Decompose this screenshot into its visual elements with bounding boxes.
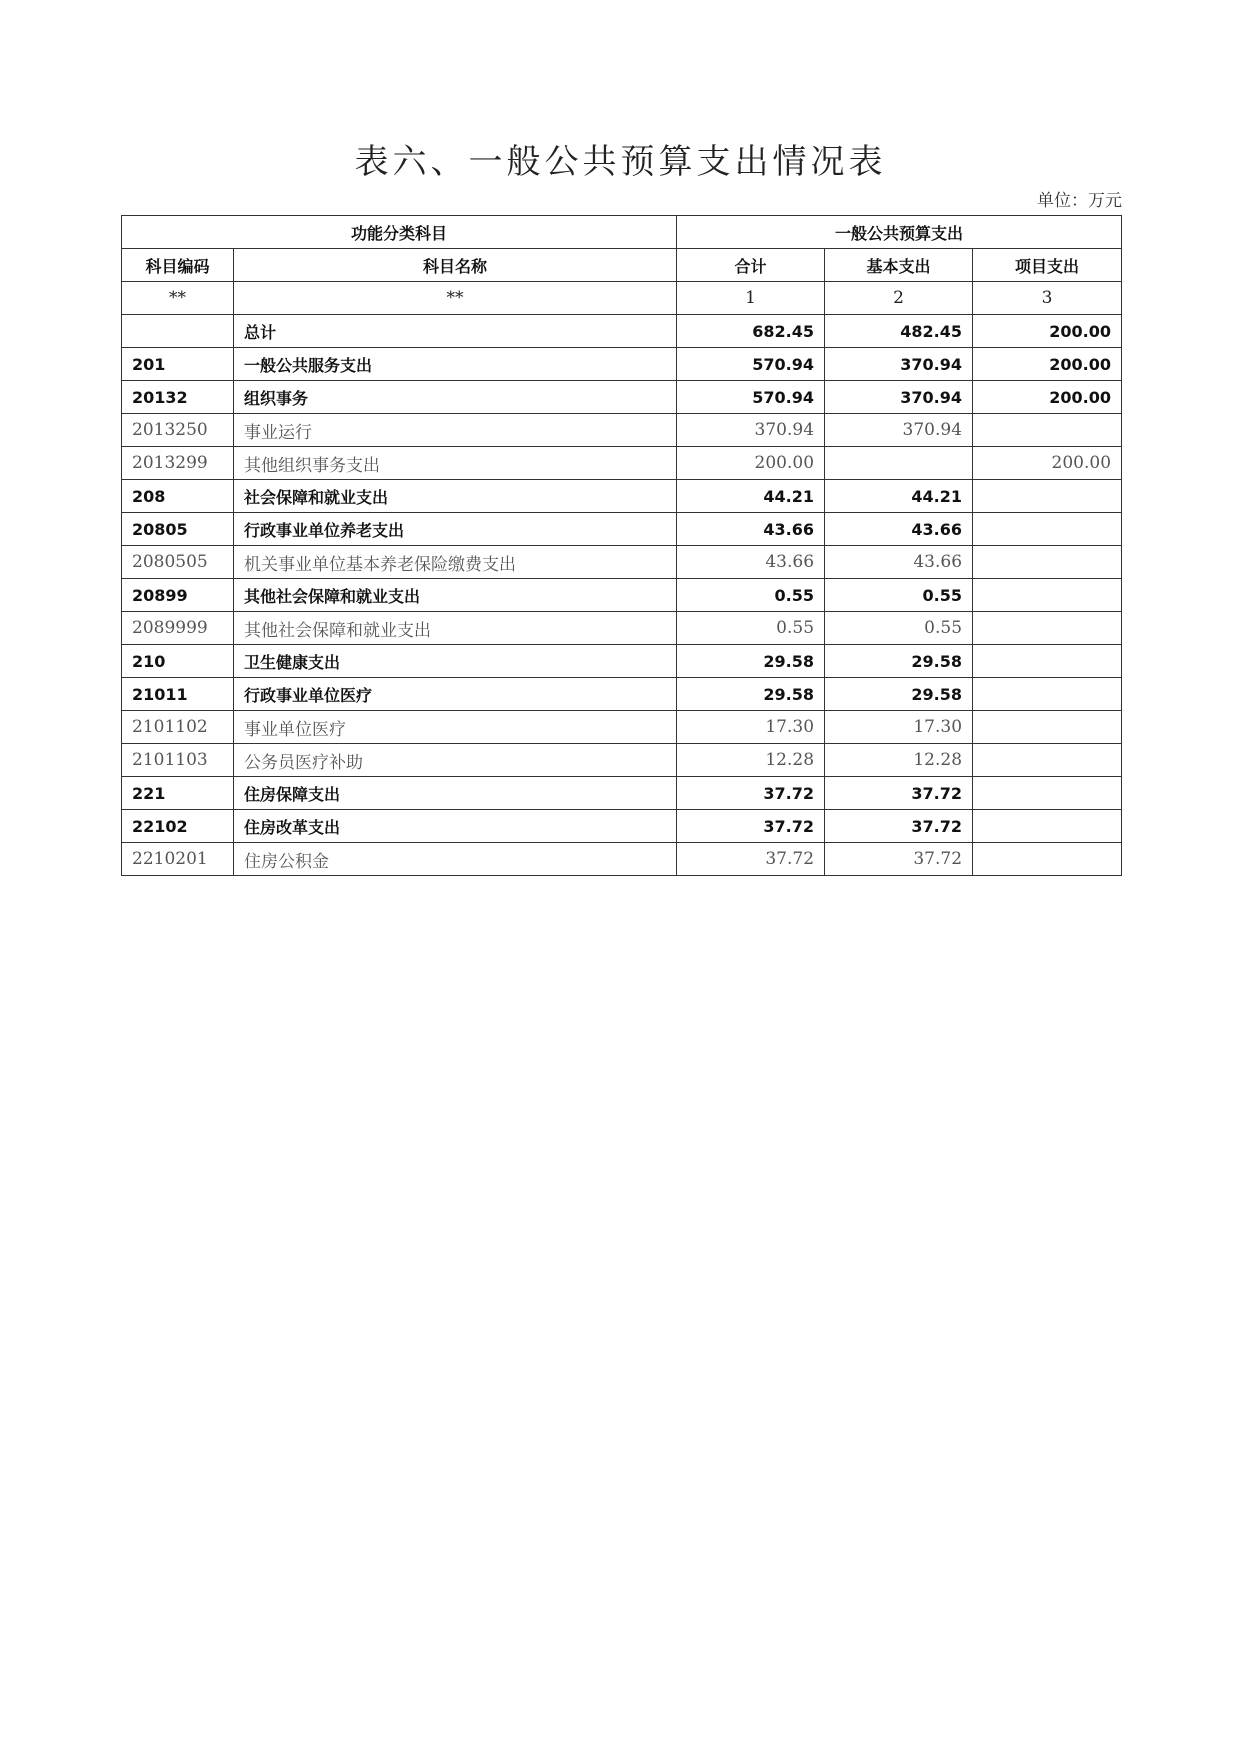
cell-total: 12.28 [677,744,825,777]
cell-total: 44.21 [677,480,825,513]
cell-total: 682.45 [677,315,825,348]
cell-code: 20132 [122,381,234,414]
cell-code: 221 [122,777,234,810]
header-total: 合计 [677,249,825,282]
cell-basic: 370.94 [825,348,973,381]
cell-code [122,315,234,348]
cell-code: 208 [122,480,234,513]
cell-name: 事业运行 [234,414,677,447]
page-title: 表六、一般公共预算支出情况表 [354,142,887,182]
cell-basic: 37.72 [825,843,973,876]
cell-project: 200.00 [973,447,1122,480]
cell-code: 2101102 [122,711,234,744]
cell-total: 37.72 [677,810,825,843]
unit-label: 单位：万元 [1037,191,1122,211]
cell-project [973,777,1122,810]
cell-total: 370.94 [677,414,825,447]
cell-project: 200.00 [973,315,1122,348]
cell-code: 2013250 [122,414,234,447]
cell-project [973,678,1122,711]
cell-project [973,612,1122,645]
cell-code: 2089999 [122,612,234,645]
cell-project [973,645,1122,678]
cell-basic: 37.72 [825,810,973,843]
cell-project [973,711,1122,744]
cell-project [973,579,1122,612]
cell-total: 17.30 [677,711,825,744]
cell-total: 43.66 [677,546,825,579]
cell-name: 行政事业单位医疗 [234,678,677,711]
table-row [122,579,1122,612]
table-row [122,414,1122,447]
cell-code: 2101103 [122,744,234,777]
table-row [122,348,1122,381]
table-row [122,810,1122,843]
cell-code: 20899 [122,579,234,612]
header-code: 科目编码 [122,249,234,282]
cell-code: 210 [122,645,234,678]
cell-project [973,843,1122,876]
cell-name: 住房保障支出 [234,777,677,810]
cell-project [973,810,1122,843]
cell-basic: 482.45 [825,315,973,348]
cell-code: 2013299 [122,447,234,480]
cell-total: 200.00 [677,447,825,480]
cell-basic: 370.94 [825,414,973,447]
table-row [122,744,1122,777]
index-project: 3 [973,282,1122,315]
header-group-row [122,216,1122,249]
cell-project: 200.00 [973,381,1122,414]
cell-code: 2080505 [122,546,234,579]
table-header [122,216,1122,315]
header-column-row [122,249,1122,282]
table-row [122,777,1122,810]
table-row [122,513,1122,546]
cell-project [973,414,1122,447]
cell-total: 0.55 [677,579,825,612]
cell-name: 事业单位医疗 [234,711,677,744]
cell-code: 21011 [122,678,234,711]
cell-name: 其他社会保障和就业支出 [234,579,677,612]
cell-total: 29.58 [677,678,825,711]
cell-total: 37.72 [677,777,825,810]
index-code: ** [122,282,234,315]
cell-basic: 43.66 [825,546,973,579]
table-row [122,480,1122,513]
cell-total: 570.94 [677,348,825,381]
cell-basic: 29.58 [825,645,973,678]
cell-code: 201 [122,348,234,381]
cell-total: 29.58 [677,645,825,678]
cell-project: 200.00 [973,348,1122,381]
cell-name: 总计 [234,315,677,348]
cell-project [973,744,1122,777]
header-basic: 基本支出 [825,249,973,282]
cell-name: 住房公积金 [234,843,677,876]
header-index-row [122,282,1122,315]
table-row [122,612,1122,645]
header-project: 项目支出 [973,249,1122,282]
cell-name: 公务员医疗补助 [234,744,677,777]
cell-basic: 370.94 [825,381,973,414]
cell-name: 其他组织事务支出 [234,447,677,480]
cell-project [973,546,1122,579]
table-row [122,315,1122,348]
cell-basic: 12.28 [825,744,973,777]
cell-project [973,513,1122,546]
index-name: ** [234,282,677,315]
table-row [122,711,1122,744]
cell-basic: 44.21 [825,480,973,513]
cell-code: 20805 [122,513,234,546]
cell-basic: 43.66 [825,513,973,546]
cell-name: 其他社会保障和就业支出 [234,612,677,645]
cell-basic: 17.30 [825,711,973,744]
cell-project [973,480,1122,513]
cell-basic: 0.55 [825,579,973,612]
cell-name: 行政事业单位养老支出 [234,513,677,546]
table-row [122,645,1122,678]
cell-total: 37.72 [677,843,825,876]
table-row [122,678,1122,711]
cell-name: 一般公共服务支出 [234,348,677,381]
header-name: 科目名称 [234,249,677,282]
header-general-budget-expenditure: 一般公共预算支出 [677,216,1122,249]
cell-name: 卫生健康支出 [234,645,677,678]
table-row [122,546,1122,579]
table-body [122,315,1122,876]
cell-basic: 0.55 [825,612,973,645]
index-basic: 2 [825,282,973,315]
cell-name: 住房改革支出 [234,810,677,843]
index-total: 1 [677,282,825,315]
cell-basic: 37.72 [825,777,973,810]
cell-name: 社会保障和就业支出 [234,480,677,513]
table-row [122,843,1122,876]
cell-basic: 29.58 [825,678,973,711]
cell-code: 22102 [122,810,234,843]
cell-basic [825,447,973,480]
cell-name: 机关事业单位基本养老保险缴费支出 [234,546,677,579]
cell-total: 43.66 [677,513,825,546]
budget-table [121,215,1122,876]
table-row [122,381,1122,414]
cell-name: 组织事务 [234,381,677,414]
cell-code: 2210201 [122,843,234,876]
table-row [122,447,1122,480]
header-functional-classification: 功能分类科目 [122,216,677,249]
cell-total: 0.55 [677,612,825,645]
cell-total: 570.94 [677,381,825,414]
